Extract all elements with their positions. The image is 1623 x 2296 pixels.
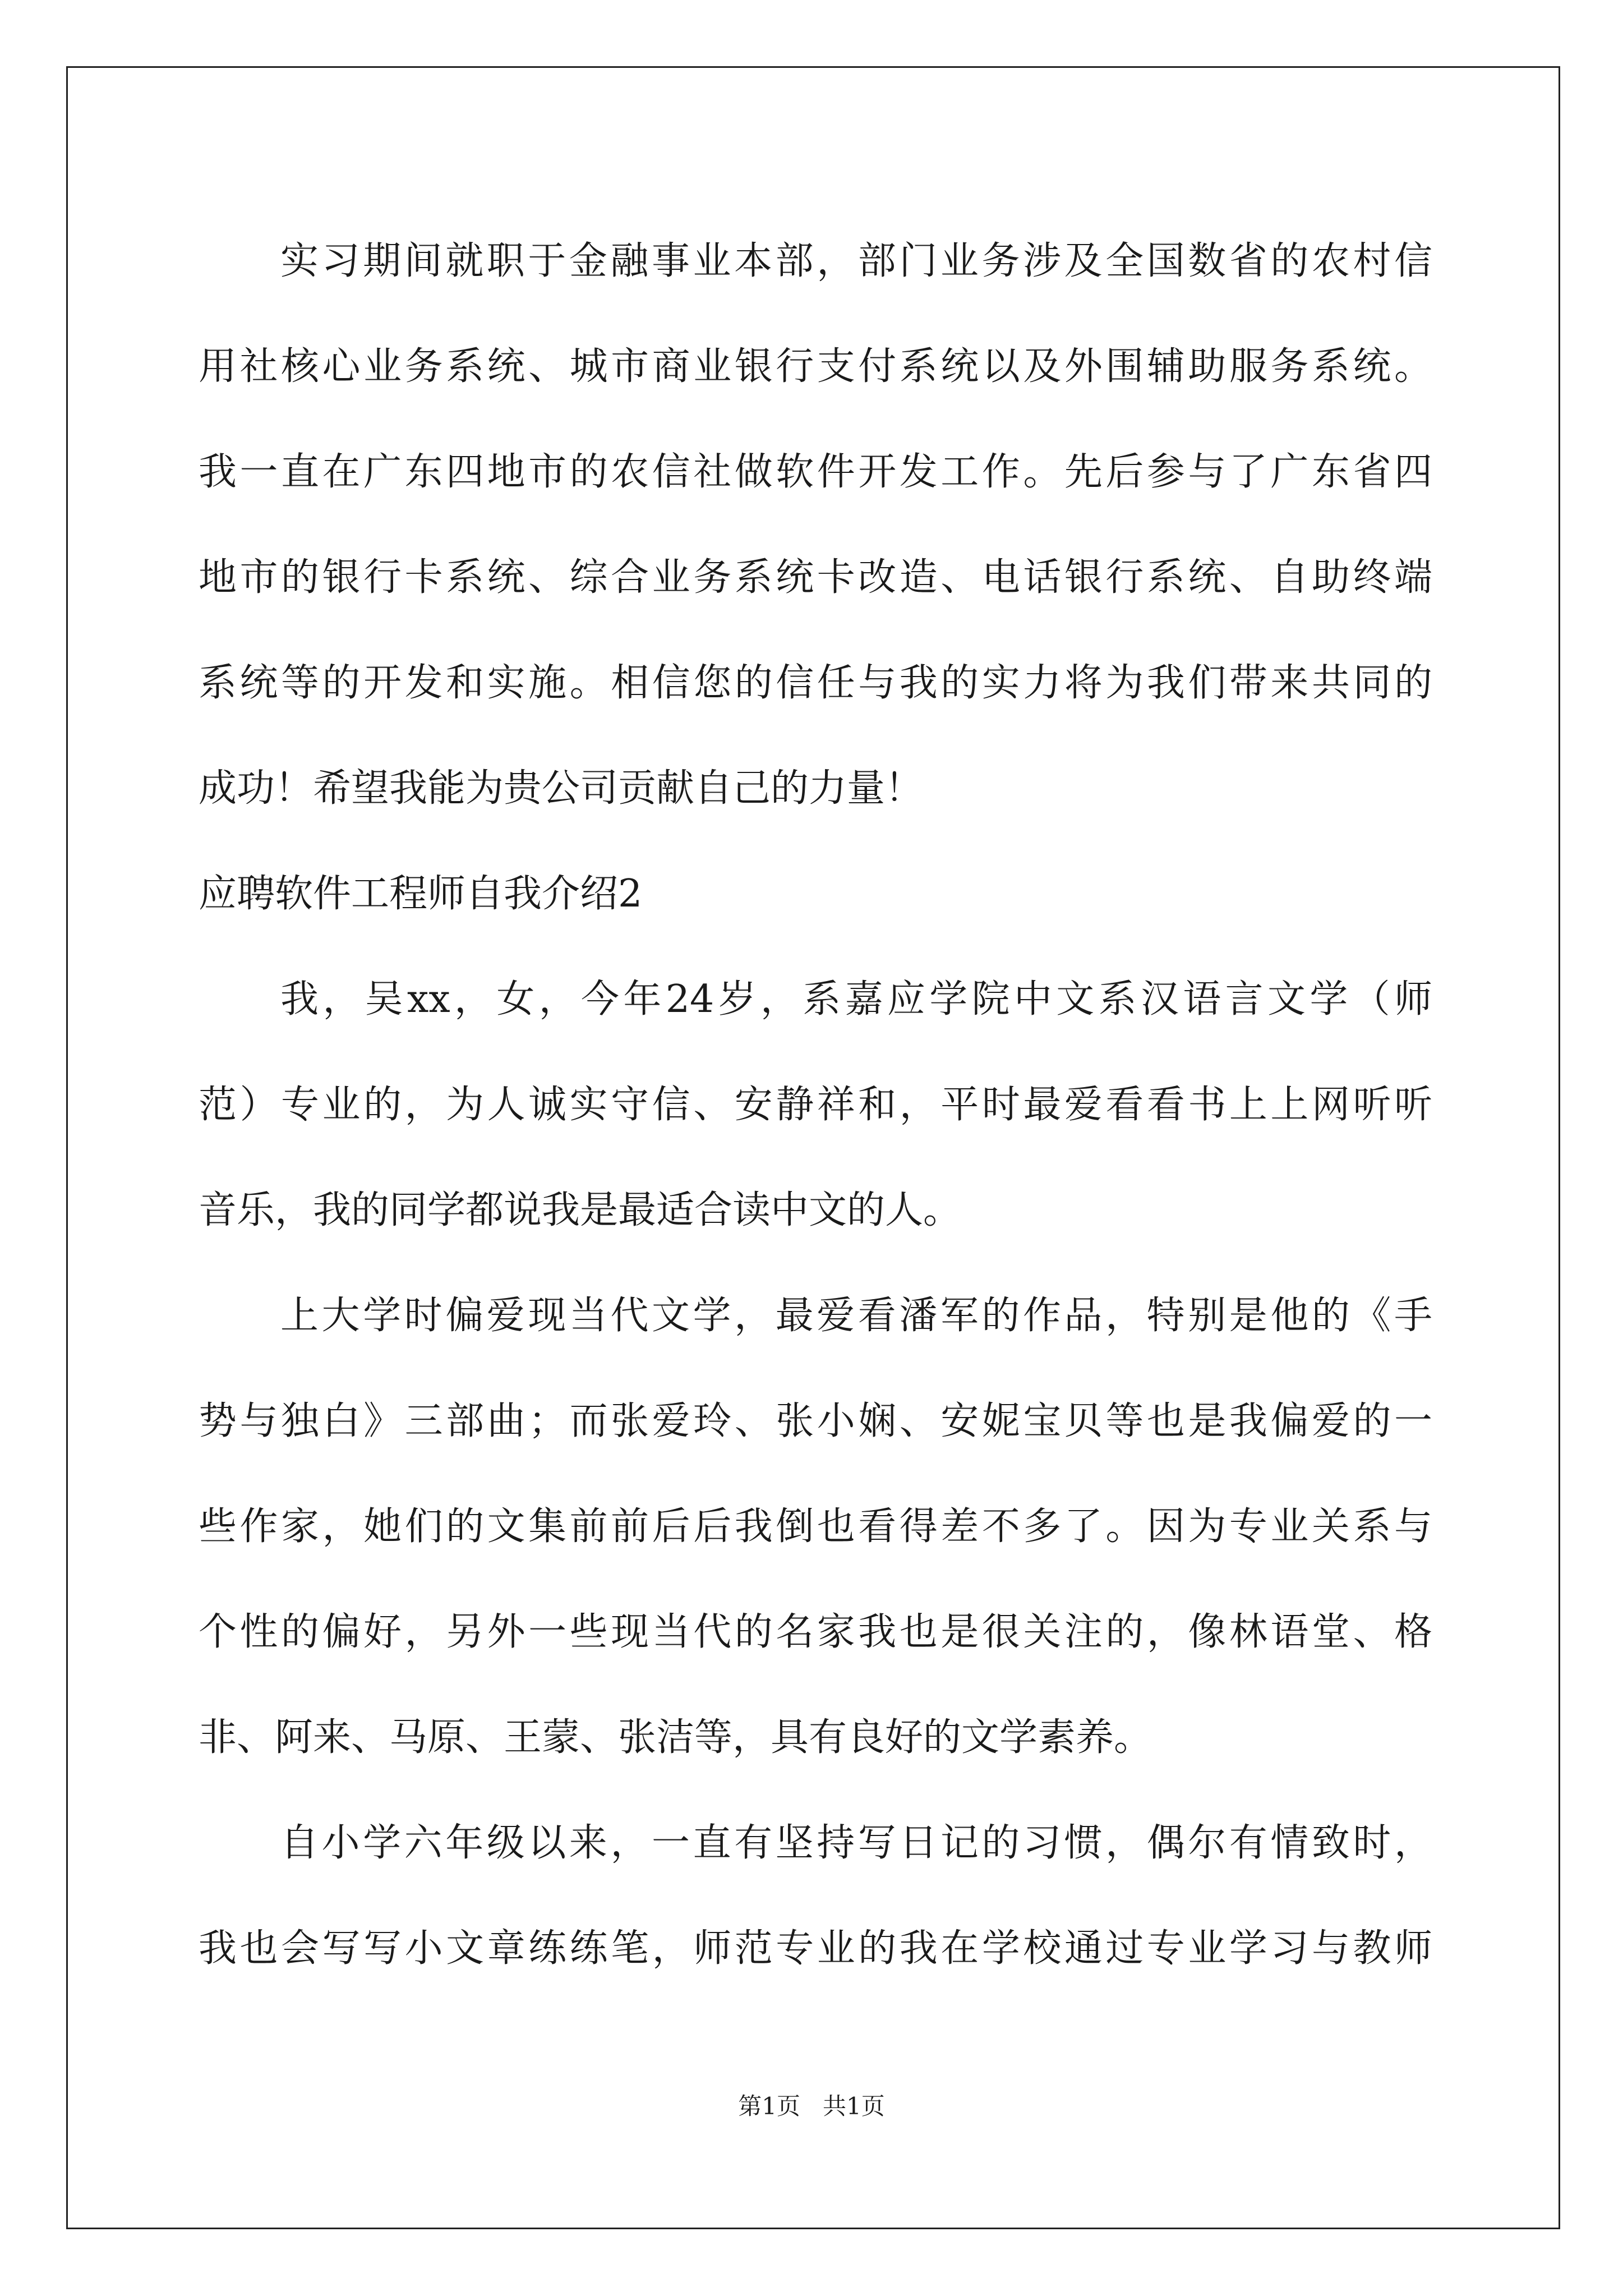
paragraph-3-line-4: 个性的偏好，另外一些现当代的名家我也是很关注的，像林语堂、格: [199, 1610, 1432, 1654]
paragraph-3-line-2: 势与独白》三部曲；而张爱玲、张小娴、安妮宝贝等也是我偏爱的一: [199, 1399, 1432, 1443]
document-body: [199, 209, 1432, 2001]
section-heading: 应聘软件工程师自我介绍2: [199, 872, 643, 916]
paragraph-2-line-1: 我，吴xx，女，今年24岁，系嘉应学院中文系汉语言文学（师: [280, 977, 1432, 1022]
page-number-footer: 第1页 共1页: [738, 2092, 885, 2120]
paragraph-1-line-1: 实习期间就职于金融事业本部，部门业务涉及全国数省的农村信: [280, 239, 1432, 283]
paragraph-3-line-5: 非、阿来、马原、王蒙、张洁等，具有良好的文学素养。: [199, 1715, 1152, 1760]
paragraph-3-line-3: 些作家，她们的文集前前后后我倒也看得差不多了。因为专业关系与: [199, 1504, 1432, 1549]
paragraph-2-line-3: 音乐，我的同学都说我是最适合读中文的人。: [199, 1188, 962, 1232]
paragraph-3-line-1: 上大学时偏爱现当代文学，最爱看潘军的作品，特别是他的《手: [280, 1294, 1432, 1338]
paragraph-1-line-6: 成功！希望我能为贵公司贡献自己的力量！: [199, 766, 924, 811]
paragraph-2-line-2: 范）专业的，为人诚实守信、安静祥和，平时最爱看看书上上网听听: [199, 1083, 1432, 1127]
paragraph-1-line-5: 系统等的开发和实施。相信您的信任与我的实力将为我们带来共同的: [199, 661, 1432, 705]
paragraph-4-line-1: 自小学六年级以来，一直有坚持写日记的习惯，偶尔有情致时，: [280, 1821, 1432, 1865]
paragraph-1-line-3: 我一直在广东四地市的农信社做软件开发工作。先后参与了广东省四: [199, 450, 1432, 494]
paragraph-4-line-2: 我也会写写小文章练练笔，师范专业的我在学校通过专业学习与教师: [199, 1926, 1432, 1971]
paragraph-1-line-4: 地市的银行卡系统、综合业务系统卡改造、电话银行系统、自助终端: [199, 555, 1432, 600]
paragraph-1-line-2: 用社核心业务系统、城市商业银行支付系统以及外围辅助服务系统。: [199, 344, 1432, 389]
